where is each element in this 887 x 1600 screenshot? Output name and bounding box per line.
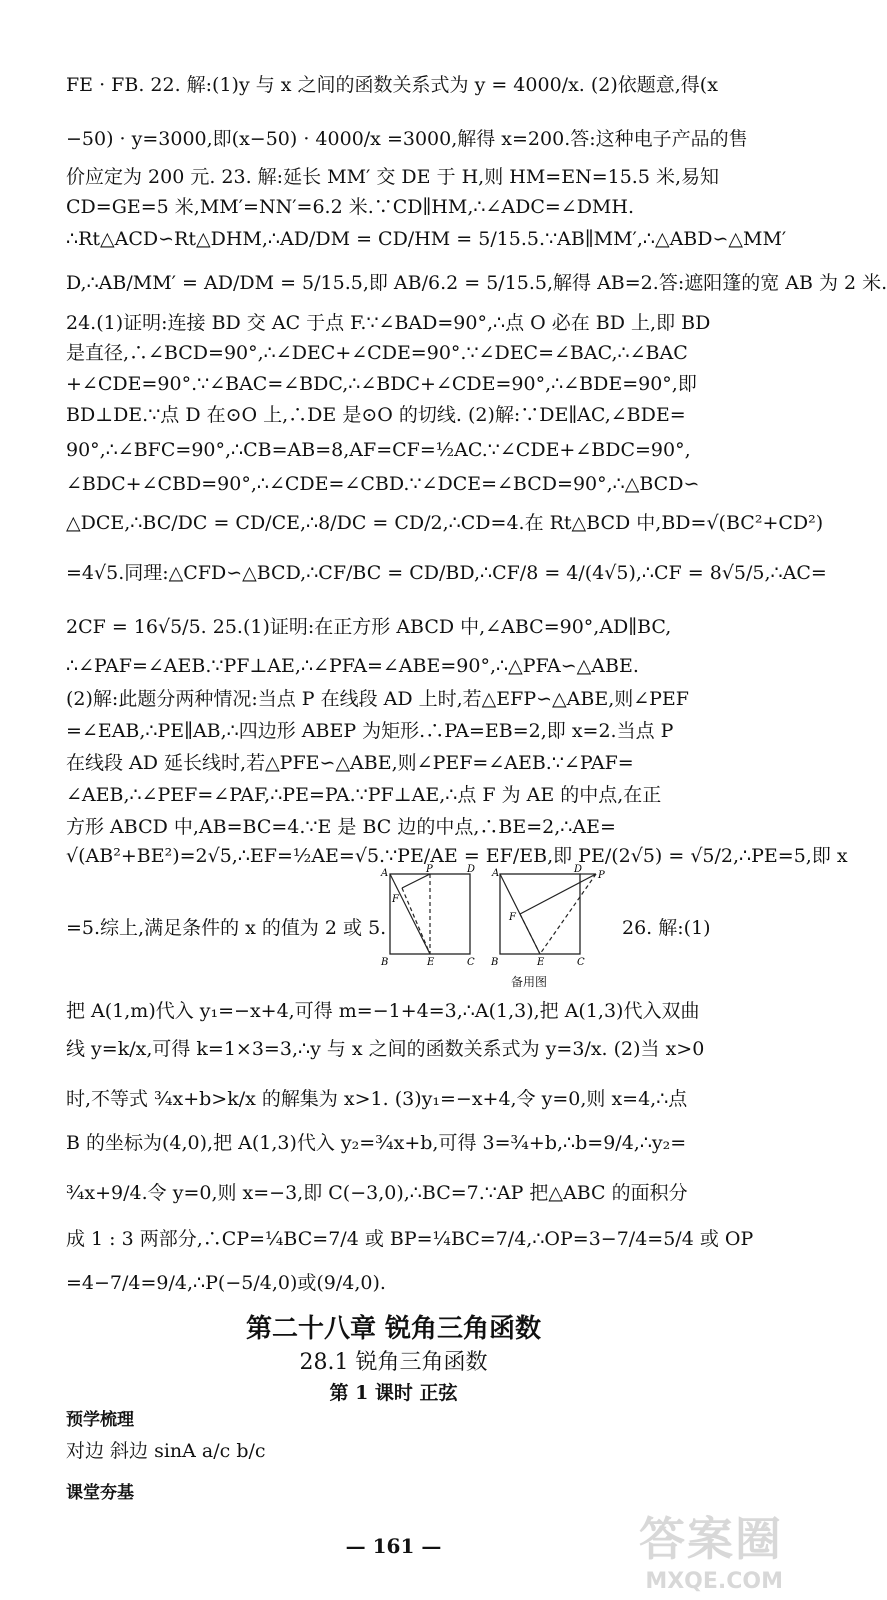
- text-line: 时,不等式 ¾x+b>k/x 的解集为 x>1. (3)y₁=−x+4,令 y=0,则 x=4,∴点: [66, 1088, 688, 1110]
- text-line: √(AB²+BE²)=2√5,∴EF=½AE=√5.∵PE/AE = EF/EB,即 PE/(2√5) = √5/2,∴PE=5,即 x: [66, 845, 848, 867]
- lesson-title: 第 1 课时 正弦: [329, 1382, 458, 1404]
- text-line: 把 A(1,m)代入 y₁=−x+4,可得 m=−1+4=3,∴A(1,3),把 A(1,3)代入双曲: [66, 1000, 700, 1022]
- label-B: B: [381, 957, 389, 968]
- label-F: F: [392, 894, 399, 905]
- watermark-logo: 答案圈 MXQE.COM: [639, 1512, 783, 1594]
- segment-AE: [390, 874, 430, 954]
- text-line: 方形 ABCD 中,AB=BC=4.∵E 是 BC 边的中点,∴BE=2,∴AE=: [66, 816, 616, 838]
- text-line: 2CF = 16√5/5. 25.(1)证明:在正方形 ABCD 中,∠ABC=90°,AD∥BC,: [66, 616, 672, 638]
- text-line: (2)解:此题分两种情况:当点 P 在线段 AD 上时,若△EFP∽△ABE,则∠PEF: [66, 688, 689, 710]
- page-number: — 161 —: [345, 1534, 442, 1558]
- text-line: ¾x+9/4.令 y=0,则 x=−3,即 C(−3,0),∴BC=7.∵AP 把△ABC 的面积分: [66, 1182, 688, 1204]
- text-line: △DCE,∴BC/DC = CD/CE,∴8/DC = CD/2,∴CD=4.在 Rt△BCD 中,BD=√(BC²+CD²): [66, 512, 824, 534]
- label-C: C: [467, 957, 475, 968]
- segment-FE: [402, 888, 430, 954]
- square-main: [390, 874, 470, 954]
- q26-label: 26. 解:(1): [622, 917, 711, 939]
- text-line: 在线段 AD 延长线时,若△PFE∽△ABE,则∠PEF=∠AEB.∵∠PAF=: [66, 752, 634, 774]
- text-line: 线 y=k/x,可得 k=1×3=3,∴y 与 x 之间的函数关系式为 y=3/x. (2)当 x>0: [66, 1038, 705, 1060]
- label-E: E: [427, 957, 435, 968]
- text-line: BD⊥DE.∵点 D 在⊙O 上,∴DE 是⊙O 的切线. (2)解:∵DE∥AC,∠BDE=: [66, 404, 686, 426]
- label-A: A: [381, 868, 389, 879]
- text-line: 24.(1)证明:连接 BD 交 AC 于点 F.∵∠BAD=90°,∴点 O 必在 BD 上,即 BD: [66, 312, 711, 334]
- text-line: ∴∠PAF=∠AEB.∵PF⊥AE,∴∠PFA=∠ABE=90°,∴△PFA∽△ABE.: [66, 655, 639, 677]
- geometry-figure: [378, 864, 628, 974]
- figure-caption: 备用图: [511, 975, 548, 989]
- label-P: P: [426, 864, 433, 875]
- class-heading: 课堂夯基: [66, 1483, 134, 1503]
- text-line: =4√5.同理:△CFD∽△BCD,∴CF/BC = CD/BD,∴CF/8 = 4/(4√5),∴CF = 8√5/5,∴AC=: [66, 562, 827, 584]
- label-P-2: P: [598, 870, 605, 881]
- text-line: =4−7/4=9/4,∴P(−5/4,0)或(9/4,0).: [66, 1272, 386, 1294]
- label-A-2: A: [492, 868, 500, 879]
- text-line: =∠EAB,∴PE∥AB,∴四边形 ABEP 为矩形.∴PA=EB=2,即 x=2.当点 P: [66, 720, 674, 742]
- text-line: B 的坐标为(4,0),把 A(1,3)代入 y₂=¾x+b,可得 3=¾+b,∴b=9/4,∴y₂=: [66, 1132, 687, 1154]
- text-line: =5.综上,满足条件的 x 的值为 2 或 5.: [66, 917, 387, 939]
- preview-heading: 预学梳理: [66, 1410, 134, 1430]
- preview-answers: 对边 斜边 sinA a/c b/c: [66, 1440, 266, 1462]
- text-line: D,∴AB/MM′ = AD/DM = 5/15.5,即 AB/6.2 = 5/15.5,解得 AB=2.答:遮阳篷的宽 AB 为 2 米.: [66, 272, 887, 294]
- text-line: +∠CDE=90°.∵∠BAC=∠BDC,∴∠BDC+∠CDE=90°,∴∠BDE=90°,即: [66, 373, 697, 395]
- segment-PF-2: [520, 874, 596, 914]
- section-title: 28.1 锐角三角函数: [299, 1350, 488, 1375]
- text-line: 90°,∴∠BFC=90°,∴CB=AB=8,AF=CF=½AC.∵∠CDE+∠BDC=90°,: [66, 439, 691, 461]
- chapter-title: 第二十八章 锐角三角函数: [245, 1314, 542, 1344]
- text-line: 是直径,∴∠BCD=90°,∴∠DEC+∠CDE=90°.∵∠DEC=∠BAC,∴∠BAC: [66, 342, 688, 364]
- label-F-2: F: [509, 912, 516, 923]
- segment-PF: [402, 874, 430, 888]
- text-line: ∴Rt△ACD∽Rt△DHM,∴AD/DM = CD/HM = 5/15.5.∵AB∥MM′,∴△ABD∽△MM′: [66, 228, 787, 250]
- text-line: 成 1 : 3 两部分,∴CP=¼BC=7/4 或 BP=¼BC=7/4,∴OP=3−7/4=5/4 或 OP: [66, 1228, 754, 1250]
- segment-PE-2: [540, 874, 596, 954]
- text-line: ∠AEB,∴∠PEF=∠PAF,∴PE=PA.∵PF⊥AE,∴点 F 为 AE 的中点,在正: [66, 784, 662, 806]
- text-line: 价应定为 200 元. 23. 解:延长 MM′ 交 DE 于 H,则 HM=EN=15.5 米,易知: [66, 166, 719, 188]
- text-line: CD=GE=5 米,MM′=NN′=6.2 米.∵CD∥HM,∴∠ADC=∠DMH.: [66, 196, 634, 218]
- label-D-2: D: [574, 864, 583, 875]
- label-C-2: C: [577, 957, 585, 968]
- text-line: FE · FB. 22. 解:(1)y 与 x 之间的函数关系式为 y = 4000/x. (2)依题意,得(x: [66, 74, 718, 96]
- label-D: D: [467, 864, 476, 875]
- text-line: ∠BDC+∠CBD=90°,∴∠CDE=∠CBD.∵∠DCE=∠BCD=90°,∴△BCD∽: [66, 473, 700, 495]
- text-line: −50) · y=3000,即(x−50) · 4000/x =3000,解得 x=200.答:这种电子产品的售: [66, 128, 748, 150]
- label-B-2: B: [491, 957, 499, 968]
- label-E-2: E: [537, 957, 545, 968]
